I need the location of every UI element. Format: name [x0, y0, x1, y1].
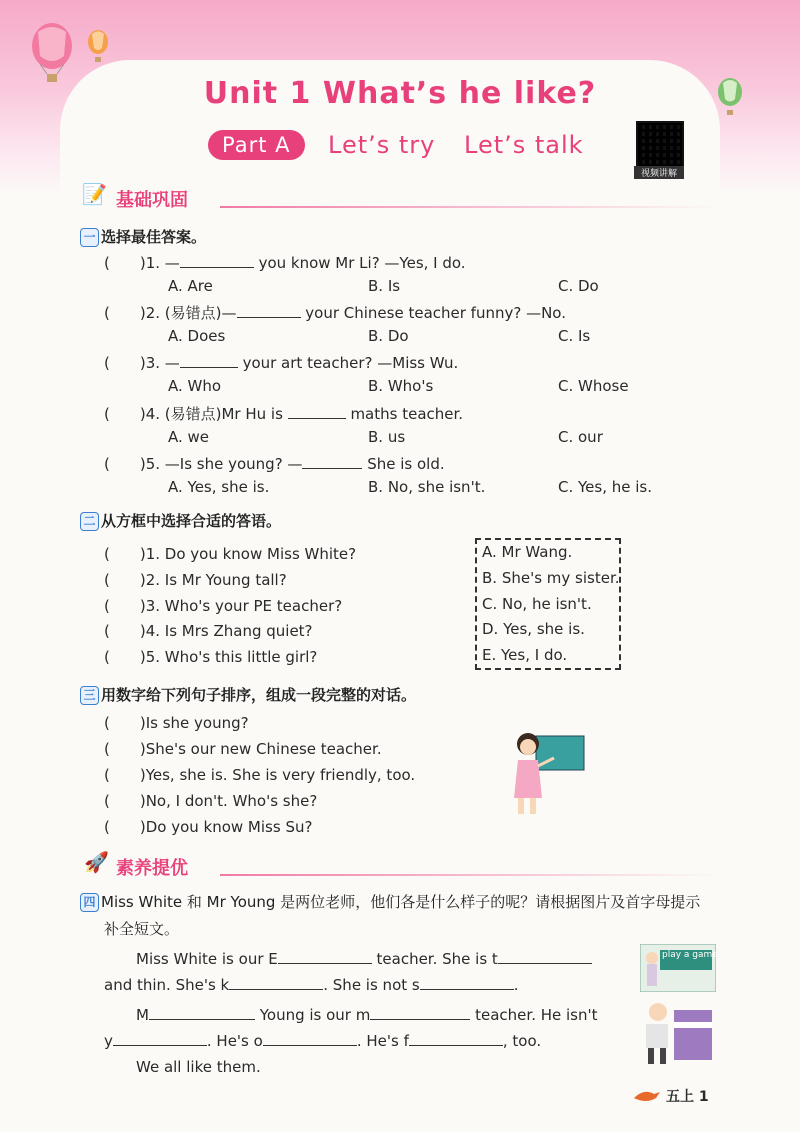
- match-question-4: ( )4. Is Mrs Zhang quiet?: [104, 622, 313, 640]
- match-question-3: ( )3. Who's your PE teacher?: [104, 597, 343, 615]
- section-divider: [220, 206, 720, 208]
- passage-line-1: Miss White is our E teacher. She is t: [136, 950, 592, 968]
- subtitle-lets-talk: Let’s talk: [464, 131, 584, 159]
- answer-a: A. Mr Wang.: [482, 543, 573, 561]
- q4-option-b: B. us: [368, 428, 406, 446]
- q4-option-c: C. our: [558, 428, 603, 446]
- section-number: 三: [80, 686, 99, 705]
- q3-stem: ( )3. — your art teacher? —Miss Wu.: [104, 354, 459, 372]
- passage-line-5: We all like them.: [136, 1058, 261, 1076]
- instruction-2: [80, 510, 281, 531]
- dialog-line-3: ( )Yes, she is. She is very friendly, too.: [104, 766, 416, 784]
- bird-icon: [632, 1088, 662, 1104]
- q4-option-a: A. we: [168, 428, 210, 446]
- section-number: 四: [80, 893, 99, 912]
- q1-option-a: A. Are: [168, 277, 213, 295]
- section-title-advanced: 素养提优: [116, 858, 188, 879]
- q5-option-b: B. No, she isn't.: [368, 478, 486, 496]
- match-question-1: ( )1. Do you know Miss White?: [104, 545, 357, 563]
- notebook-icon: 📝: [82, 182, 107, 206]
- teacher-illustration: [508, 728, 588, 820]
- q4-stem: ( )4. (易错点)Mr Hu is maths teacher.: [104, 405, 464, 423]
- instruction-text: 用数字给下列句子排序，组成一段完整的对话。: [101, 686, 417, 704]
- page-number: 五上 1: [666, 1089, 709, 1105]
- dialog-line-2: ( )She's our new Chinese teacher.: [104, 740, 382, 758]
- qr-code-icon[interactable]: [636, 121, 684, 169]
- passage-line-3: M Young is our m teacher. He isn't: [136, 1006, 598, 1024]
- q5-option-a: A. Yes, she is.: [168, 478, 270, 496]
- answer-c: C. No, he isn't.: [482, 595, 592, 613]
- q2-stem: ( )2. (易错点)— your Chinese teacher funny? —No.: [104, 304, 566, 322]
- match-question-5: ( )5. Who's this little girl?: [104, 648, 318, 666]
- q2-option-a: A. Does: [168, 327, 226, 345]
- instruction-1: [80, 226, 206, 247]
- picture-label: play a game: [662, 950, 718, 960]
- dialog-line-5: ( )Do you know Miss Su?: [104, 818, 313, 836]
- dialog-line-1: ( )Is she young?: [104, 714, 249, 732]
- part-badge: Part A: [208, 130, 305, 160]
- instruction-3: [80, 684, 416, 705]
- q1-option-b: B. Is: [368, 277, 401, 295]
- dialog-line-4: ( )No, I don't. Who's she?: [104, 792, 318, 810]
- section-number: 二: [80, 512, 99, 531]
- q1-stem: ( )1. — you know Mr Li? —Yes, I do.: [104, 254, 466, 272]
- instruction-4: [80, 891, 700, 912]
- mr-young-picture: [638, 1000, 714, 1066]
- q3-option-b: B. Who's: [368, 377, 434, 395]
- q3-option-a: A. Who: [168, 377, 222, 395]
- instruction-text: 从方框中选择合适的答语。: [101, 512, 282, 530]
- subtitle-lets-try: Let’s try: [328, 131, 436, 159]
- answer-e: E. Yes, I do.: [482, 646, 568, 664]
- section-title-basic: 基础巩固: [116, 190, 188, 211]
- passage-line-2: and thin. She's k . She is not s .: [104, 976, 519, 994]
- page-title: Unit 1 What’s he like?: [203, 76, 597, 111]
- q2-option-b: B. Do: [368, 327, 409, 345]
- instruction-text: 选择最佳答案。: [101, 228, 207, 246]
- answer-d: D. Yes, she is.: [482, 620, 585, 638]
- qr-label: 视频讲解: [634, 166, 684, 179]
- answer-b: B. She's my sister.: [482, 569, 620, 587]
- passage-line-4: y . He's o . He's f , too.: [104, 1032, 542, 1050]
- q3-option-c: C. Whose: [558, 377, 629, 395]
- q1-option-c: C. Do: [558, 277, 599, 295]
- q5-stem: ( )5. —Is she young? — She is old.: [104, 455, 445, 473]
- section-number: 一: [80, 228, 99, 247]
- balloon-icon: [86, 30, 110, 64]
- q2-option-c: C. Is: [558, 327, 591, 345]
- q5-option-c: C. Yes, he is.: [558, 478, 653, 496]
- rocket-icon: 🚀: [84, 850, 109, 874]
- instruction-4-cont: 补全短文。: [104, 920, 180, 938]
- instruction-text: Miss White 和 Mr Young 是两位老师，他们各是什么样子的呢？请根据图片及首字母提示: [101, 893, 701, 911]
- section-divider: [220, 874, 720, 876]
- match-question-2: ( )2. Is Mr Young tall?: [104, 571, 287, 589]
